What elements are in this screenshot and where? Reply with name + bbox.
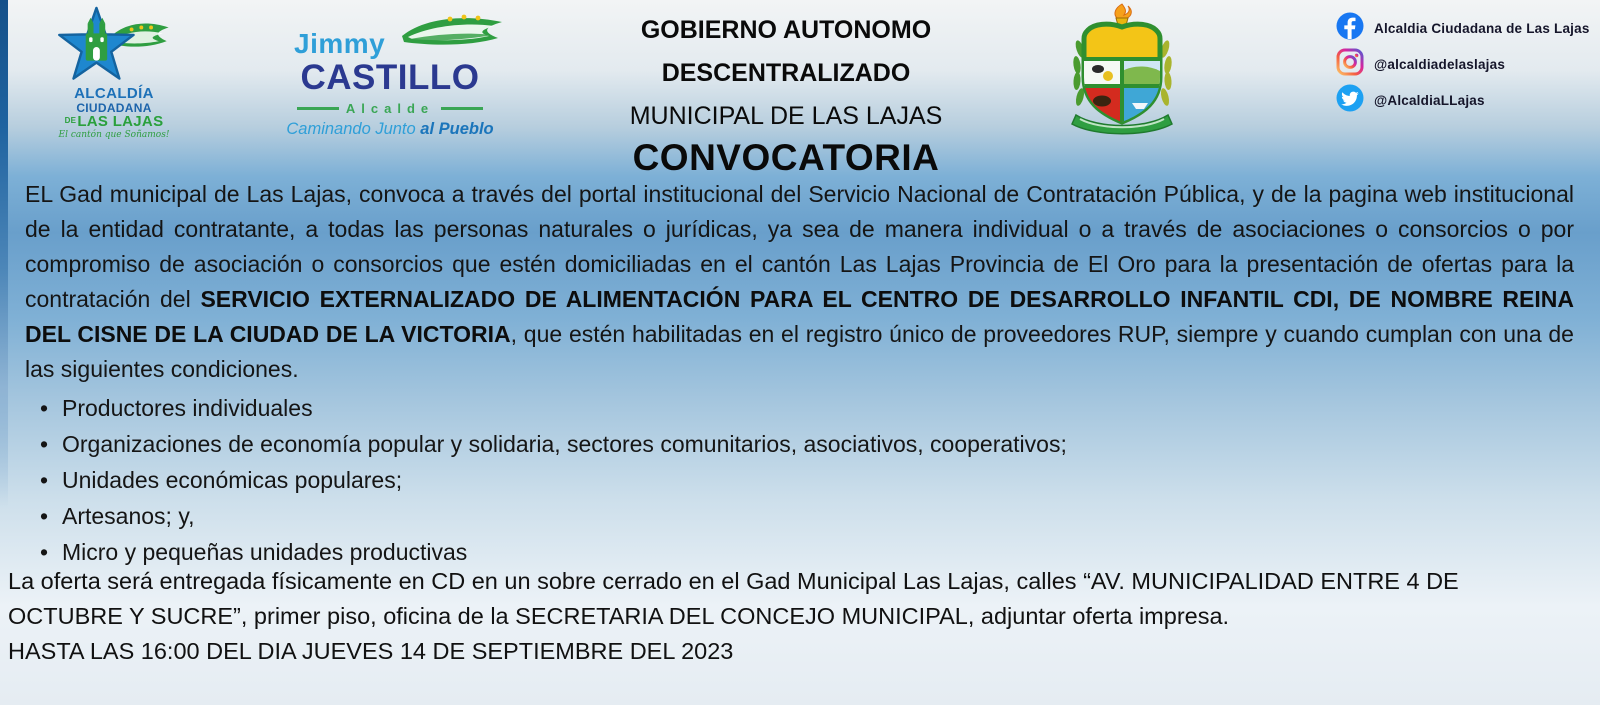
coat-of-arms <box>1064 3 1180 142</box>
list-item <box>40 426 1574 462</box>
org-title-line1: GOBIERNO AUTONOMO <box>640 16 932 44</box>
alcaldia-logo-line3-prefix: DE <box>64 116 77 126</box>
org-title-block <box>630 16 943 179</box>
twitter-handle: @AlcaldiaLLajas <box>1374 92 1485 108</box>
list-item-text: Organizaciones de economía popular y solidaria, sectores comunitarios, asociativos, cooperativos; <box>62 431 1067 457</box>
alcaldia-logo-line3 <box>46 114 182 130</box>
paragraph-service-name: SERVICIO EXTERNALIZADO DE ALIMENTACIÓN PARA EL CENTRO DE DESARROLLO INFANTIL CDI, DE NOMBRE REINA DEL CISNE DE LA CIUDAD DE LA VICTORIA <box>25 286 1574 347</box>
role-dash-right <box>441 107 483 110</box>
list-item-text: Unidades económicas populares; <box>62 467 403 493</box>
announcement-body <box>25 177 1574 570</box>
page-title: CONVOCATORIA <box>632 137 940 178</box>
alcaldia-logo-tagline: El cantón que Soñamos! <box>58 130 170 141</box>
delivery-info <box>8 564 1570 669</box>
alcaldia-logo <box>46 6 182 141</box>
paragraph-part1: EL Gad municipal de Las Lajas, convoca a través del portal institucional del Servicio Nacional de Contratación Pública, y de la pagina web institucional de la entidad contratante, a todas las personas naturales o jurídicas, ya sea de manera individual o a través de asociaciones o consorcios o por compromiso de asociación o consorcios que estén domiciliadas en el cantón Las Lajas Provincia de El Oro para la presentación de ofertas para la contratación del <box>25 181 1574 312</box>
social-row-twitter <box>1336 86 1590 114</box>
list-item <box>40 498 1574 534</box>
castillo-role-row <box>282 102 498 115</box>
role-dash-left <box>297 107 339 110</box>
alcaldia-logo-line1: ALCALDÍA <box>74 85 154 102</box>
facebook-icon <box>1336 12 1364 45</box>
facebook-handle: Alcaldia Ciudadana de Las Lajas <box>1374 20 1590 36</box>
castillo-first-name: Jimmy <box>294 28 386 59</box>
star-church-flag-icon <box>46 6 182 86</box>
social-links <box>1336 14 1590 122</box>
conditions-list <box>40 390 1574 570</box>
delivery-address: La oferta será entregada físicamente en CD en un sobre cerrado en el Gad Municipal Las Lajas, calles “AV. MUNICIPALIDAD ENTRE 4 DE OCTUBRE Y SUCRE”, primer piso, oficina de la SECRETARIA DEL CONCEJO MUNICIPAL, adjuntar oferta impresa. <box>8 568 1459 629</box>
castillo-slogan <box>282 121 498 138</box>
list-item-text: Productores individuales <box>62 395 313 421</box>
list-item <box>40 462 1574 498</box>
castillo-slogan-bold: al Pueblo <box>420 120 494 138</box>
list-item-text: Artesanos; y, <box>62 503 195 529</box>
alcaldia-logo-line2: CIUDADANA <box>76 100 152 115</box>
org-title-line2: DESCENTRALIZADO <box>661 59 911 87</box>
twitter-icon <box>1336 84 1364 117</box>
paragraph-part2: , que estén habilitadas en el registro único de proveedores RUP, siempre y cuando cumplan con una de las siguientes condiciones. <box>25 321 1574 382</box>
castillo-role: Alcalde <box>345 101 435 116</box>
flag-swoosh-icon <box>384 10 506 58</box>
alcaldia-logo-line3-main: LAS LAJAS <box>77 113 164 131</box>
list-item-text: Micro y pequeñas unidades productivas <box>62 539 468 565</box>
deadline: HASTA LAS 16:00 DEL DIA JUEVES 14 DE SEPTIEMBRE DEL 2023 <box>8 638 734 664</box>
social-row-facebook <box>1336 14 1590 42</box>
instagram-handle: @alcaldiadelaslajas <box>1374 56 1506 72</box>
list-item <box>40 390 1574 426</box>
instagram-icon <box>1336 48 1364 81</box>
announcement-paragraph <box>25 177 1574 387</box>
castillo-last-name: CASTILLO <box>300 58 480 97</box>
org-title-line3: MUNICIPAL DE LAS LAJAS <box>629 102 943 130</box>
left-accent-bar <box>0 0 8 705</box>
castillo-slogan-regular: Caminando Junto <box>286 120 421 138</box>
castillo-logo <box>282 24 498 138</box>
social-row-instagram <box>1336 50 1590 78</box>
